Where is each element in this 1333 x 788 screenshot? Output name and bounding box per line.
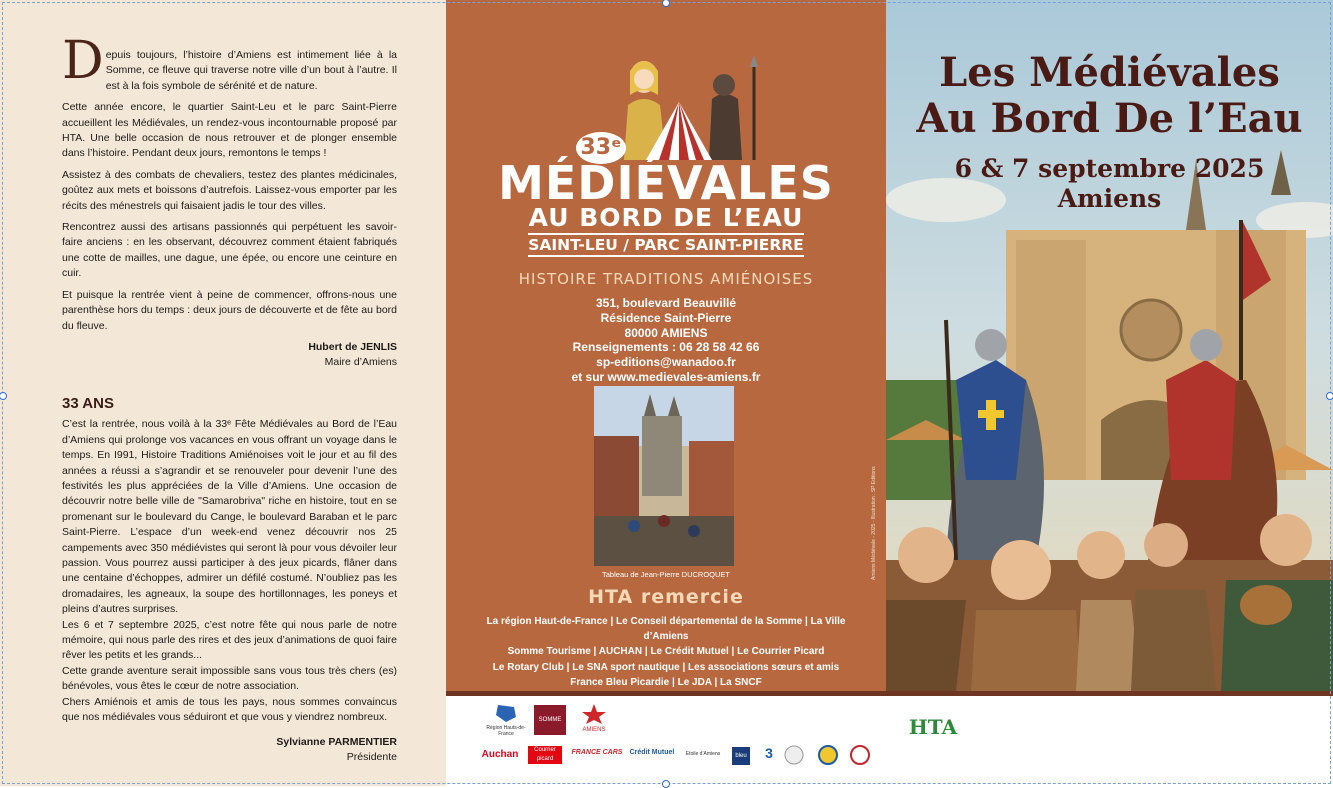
resize-handle-right[interactable] — [1326, 392, 1333, 400]
paragraph-5: Et puisque la rentrée vient à peine de commencer, offrons-nous une parenthèse hors du temps : deux jours de découverte et de fête au bord du fleuve. — [62, 288, 397, 332]
band-separator — [446, 691, 1333, 696]
edition-badge: 33ᵉ — [576, 132, 626, 164]
address-line-1: 351, boulevard Beauvillé — [595, 296, 737, 310]
phone-line: Renseignements : 06 28 58 42 66 — [572, 340, 760, 355]
left-panel — [0, 0, 446, 786]
amiens-logo: AMIENS — [576, 703, 612, 733]
paragraph-3: Assistez à des combats de chevaliers, testez des plantes médicinales, goûtez aux mets et boissons d’autrefois. Laissez-vous emporter par les récits des ménestrels qui faisaient jadis le tour des villes. — [62, 168, 397, 212]
credit-mutuel-logo: Crédit Mutuel — [629, 749, 675, 756]
thanks-line-1: La région Haut-de-France | Le Conseil départemental de la Somme | La Ville d’Amiens — [486, 616, 846, 643]
paragraph-2: Cette année encore, le quartier Saint-Leu et le parc Saint-Pierre accueillent les Médiévales, un rendez-vous incontournable proposé par HTA. Une belle occasion de nous retrouver et de plonger ensemble dans l’histoire. Pendant deux jours, remontons le temps ! — [62, 101, 397, 160]
auchan-logo: Auchan — [481, 749, 519, 760]
location-line — [446, 236, 886, 254]
website-line: et sur www.medievales-amiens.fr — [571, 369, 761, 384]
address-line-2: Résidence Saint-Pierre — [600, 310, 732, 325]
courrier-picard-logo: Courrier picard — [528, 746, 562, 764]
rotary-logo — [818, 745, 838, 765]
sponsor-round-logo-1 — [784, 745, 804, 765]
mayor-title: Maire d’Amiens — [324, 355, 397, 368]
hta-logo: HTA — [908, 715, 958, 739]
poster-subtitle: AU BORD DE L’EAU — [528, 203, 804, 232]
cover-title-line-2: Au Bord De l’Eau — [916, 95, 1303, 142]
organizer-name: HISTOIRE TRADITIONS AMIÉNOISES — [518, 270, 814, 288]
poster-title-medievales: MÉDIÉVALES — [498, 156, 834, 210]
cover-title-line-1: Les Médiévales — [939, 49, 1280, 96]
paragraph-4: Rencontrez aussi des artisans passionnés qui perpétuent les savoir-faire anciens : en les observant, découvrez comment étaient fabriqués une cotte de mailles, une dague, une épée, ou encore une ceinture en cuir. — [62, 221, 397, 280]
president-signature — [62, 735, 397, 765]
president-paragraph-1: C’est la rentrée, nous voilà à la 33ᵉ Fête Médiévales au Bord de l’Eau d’Amiens qui prolonge vos vacances en vous offrant un voyage dans le temps. En I991, Histoire Traditions Amiénoises voit le jour et au fil des années a réussi a s’agrandir et se renouveler pour devenir l’une des festivités les plus appréciées de la Ville d’Amiens. Une occasion de découvrir notre belle ville de "Samarobriva" riche en histoire, tout en se promenant sur le boulevard du Cange, le boulevard Baraban et le parc Saint-Pierre. L’espace d’un week-end venez découvrir nos 25 campements avec 350 médiévistes qui seront là pour vous dévoiler leur passion. Vous pourrez aussi participer à des jeux picards, flâner dans une centaine d’échoppes, admirer un défilé costumé. N’oubliez pas les dromadaires, les agneaux, la soupe des hortillonnages, les poneys et pleins d’autres surprises. — [62, 418, 397, 616]
email-line: sp-editions@wanadoo.fr — [596, 355, 736, 370]
somme-logo: SOMME — [534, 705, 566, 735]
mayor-signature — [62, 340, 397, 370]
president-text — [62, 417, 397, 725]
thanks-line-4: France Bleu Picardie | Le JDA | La SNCF — [570, 676, 762, 688]
painting-caption: Tableau de Jean-Pierre DUCROQUET — [602, 570, 730, 579]
contact-block — [526, 296, 806, 385]
intro-text: epuis toujours, l’histoire d’Amiens est intimement liée à la Somme, ce fleuve qui traverse notre ville d’un bout à l’autre. Il est à la fois symbole de sérénité et de nature. — [105, 49, 397, 92]
cover-date-text: 6 & 7 septembre 2025 — [954, 154, 1265, 183]
section-heading-33-ans: 33 ANS — [62, 394, 114, 412]
president-name: Sylvianne PARMENTIER — [276, 736, 397, 749]
amiens-star-icon — [581, 703, 607, 725]
cover-date — [886, 154, 1333, 214]
intro-paragraph — [62, 31, 397, 94]
france-cars-logo: FRANCE CARS — [571, 749, 623, 756]
thanks-line-3: Le Rotary Club | Le SNA sport nautique | Les associations sœurs et amis — [492, 661, 840, 673]
president-paragraph-2: Les 6 et 7 septembre 2025, c’est notre fête qui nous parle de notre mémoire, qui nous parle des rires et des jeux d’animations de quoi faire rêver les petits et les grands... — [62, 618, 397, 662]
vertical-credit: Amiens Médiévale - 2025 - Illustration : SP Editions — [871, 466, 877, 580]
president-title: Présidente — [346, 751, 397, 764]
mayor-name: Hubert de JENLIS — [308, 340, 397, 353]
france-bleu-logo: bleu — [732, 747, 750, 765]
tent-illustration — [644, 102, 714, 160]
region-map-icon — [494, 703, 518, 723]
thanks-line-2: Somme Tourisme | AUCHAN | Le Crédit Mutuel | Le Courrier Picard — [507, 646, 825, 658]
etoile-logo: Etoile d’Amiens — [685, 751, 721, 757]
sponsor-round-logo-2 — [850, 745, 870, 765]
thanks-heading: HTA remercie — [588, 586, 744, 608]
cover-title — [886, 50, 1333, 142]
address-line-3: 80000 AMIENS — [624, 325, 708, 340]
dropcap: D — [62, 31, 104, 91]
president-paragraph-3: Cette grande aventure serait impossible sans vous tous très chers (es) bénévoles, vous êtes le cœur de notre association. — [62, 664, 397, 693]
painting-image — [594, 386, 734, 566]
editorial-text — [62, 31, 397, 765]
region-logo: Région Hauts-de-France — [486, 703, 526, 737]
sponsor-logo-band — [446, 691, 1333, 786]
president-paragraph-4: Chers Amiénois et amis de tous les pays, nous sommes convaincus que nos médiévales vous séduiront et que vous y viendrez nombreux. — [62, 695, 397, 724]
middle-panel — [446, 0, 886, 691]
location-text: SAINT-LEU / PARC SAINT-PIERRE — [528, 233, 804, 257]
resize-handle-bottom[interactable] — [662, 780, 670, 788]
france-3-logo: 3 — [765, 745, 773, 761]
cover-city: Amiens — [1057, 184, 1162, 213]
right-panel-cover — [886, 0, 1333, 691]
